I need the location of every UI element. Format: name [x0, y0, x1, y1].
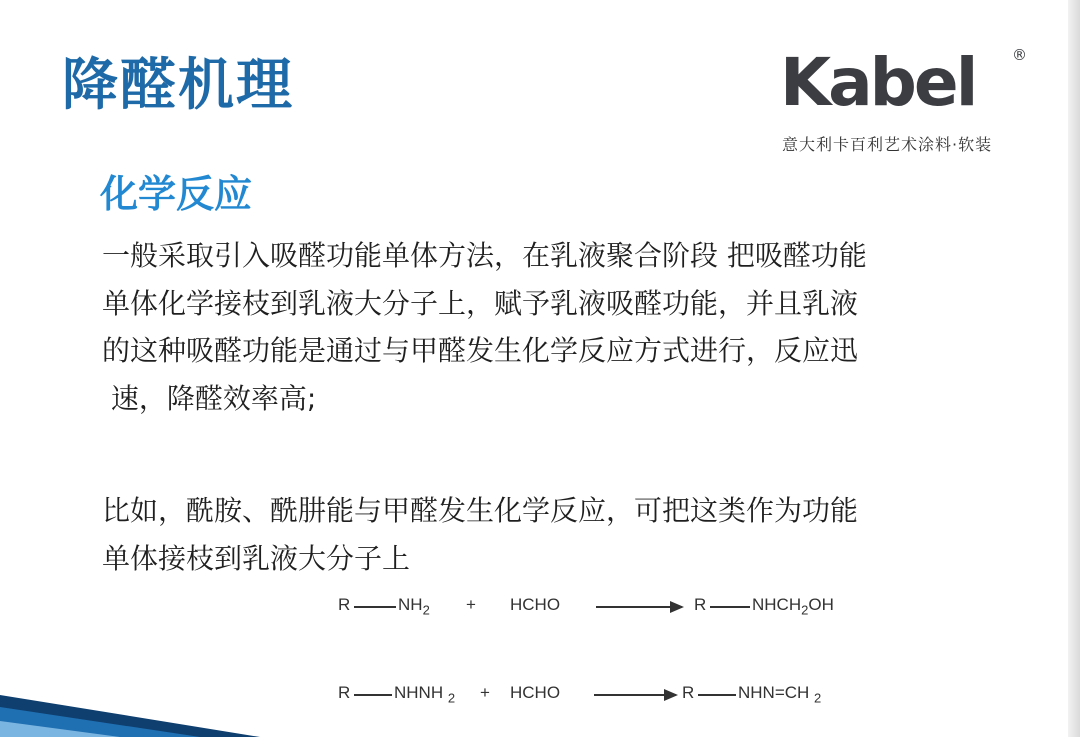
- paragraph-mechanism: [102, 232, 922, 422]
- logo-wordmark: Kabel: [780, 44, 976, 121]
- plus-sign: +: [480, 683, 490, 702]
- plus-sign: +: [466, 595, 476, 614]
- brand-logo: [780, 44, 1030, 160]
- bond-line: [354, 606, 396, 608]
- registered-mark: ®: [1012, 46, 1027, 64]
- paragraph-line: 单体化学接枝到乳液大分子上，赋予乳液吸醛功能，并且乳液: [102, 286, 859, 320]
- right-edge-shadow: [1068, 0, 1080, 737]
- product-group: NHN=CH $_2$: [738, 683, 822, 706]
- paragraph-line: 单体接枝到乳液大分子上: [102, 541, 411, 575]
- reactant-formaldehyde: HCHO: [510, 683, 561, 702]
- brand-tagline: 意大利卡百利艺术涂料·软装: [782, 135, 993, 154]
- paragraph-example: [102, 487, 922, 582]
- paragraph-line: 比如，酰胺、酰肼能与甲醛发生化学反应，可把这类作为功能: [102, 494, 859, 527]
- paragraph-line: 的这种吸醛功能是通过与甲醛发生化学反应方式进行，反应迅: [102, 334, 859, 367]
- reaction-arrow: [594, 694, 676, 696]
- section-heading: 化学反应: [100, 172, 253, 216]
- corner-decoration: [0, 637, 260, 737]
- paragraph-line: 速，降醛效率高;: [102, 381, 317, 415]
- paragraph-line: 一般采取引入吸醛功能单体方法，在乳液聚合阶段 把吸醛功能: [102, 239, 867, 272]
- product-group: $NHCH_2OH$: [752, 595, 834, 618]
- bond-line: [698, 694, 736, 696]
- bond-line: [354, 694, 392, 696]
- reactant-group: $NH_2$: [398, 595, 430, 618]
- reactant-r: R: [338, 595, 351, 614]
- reactant-group: NHNH $_2$: [394, 683, 456, 706]
- reaction-arrow: [596, 606, 682, 608]
- reaction-equation-amide: [330, 595, 890, 625]
- reactant-formaldehyde: HCHO: [510, 595, 561, 614]
- bond-line: [710, 606, 750, 608]
- product-r: R: [694, 595, 707, 614]
- page-title: 降醛机理: [62, 53, 294, 118]
- reactant-r: R: [338, 683, 351, 702]
- product-r: R: [682, 683, 695, 702]
- reaction-equation-hydrazide: [330, 683, 890, 713]
